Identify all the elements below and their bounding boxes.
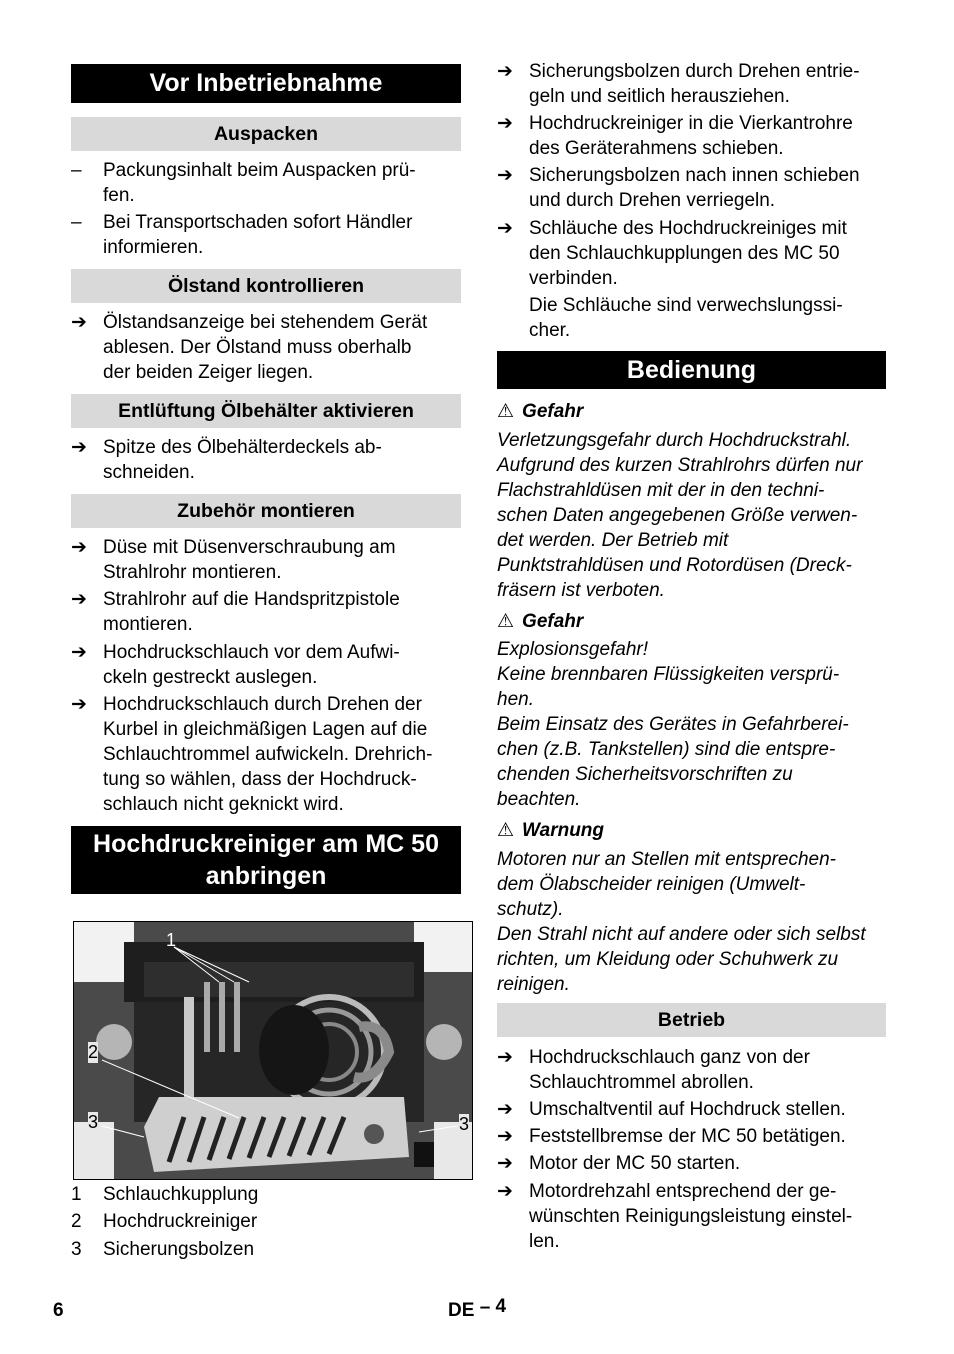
arrow-icon: ➔ (71, 537, 87, 558)
warnung-label: ⚠ Warnung (497, 820, 605, 841)
gefahr-label: ⚠ Gefahr (497, 401, 584, 422)
warning-icon: ⚠ (497, 820, 515, 841)
list-item: Schläuche des Hochdruckreiniges mit den Schlauchkupplungen des MC 50 verbinden. (529, 218, 847, 289)
figure-label-3-right: 3 (459, 1114, 470, 1134)
heading-zubehoer: Zubehör montieren (71, 494, 461, 528)
heading-betrieb: Betrieb (497, 1003, 886, 1037)
arrow-icon: ➔ (71, 312, 87, 333)
list-item: Spitze des Ölbehälterdeckels ab- schneiden. (103, 437, 382, 483)
list-item: Hochdruckschlauch vor dem Aufwi- ckeln gestreckt auslegen. (103, 642, 400, 688)
gefahr-label: ⚠ Gefahr (497, 611, 584, 632)
figure-label-2: 2 (88, 1042, 99, 1062)
list-item: Düse mit Düsenverschraubung am Strahlrohr montieren. (103, 537, 396, 583)
list-item: Hochdruckschlauch durch Drehen der Kurbel in gleichmäßigen Lagen auf die Schlauchtrommel aufwickeln. Drehrich- tung so wählen, dass der Hochdruck- schlauch nicht geknickt wird. (103, 694, 433, 815)
list-item: Sicherungsbolzen nach innen schieben und durch Drehen verriegeln. (529, 165, 860, 211)
note-text: Die Schläuche sind verwechslungssi- cher. (529, 295, 843, 341)
warning-icon: ⚠ (497, 611, 515, 632)
figure-mounting-photo (73, 921, 473, 1180)
warnung-text: Motoren nur an Stellen mit entsprechen- dem Ölabscheider reinigen (Umwelt- schutz). Den Strahl nicht auf andere oder sich selbst richten, um Kleidung oder Schuhwerk zu reinigen. (497, 849, 866, 995)
heading-entlueftung: Entlüftung Ölbehälter aktivieren (71, 394, 461, 428)
list-item: Feststellbremse der MC 50 betätigen. (529, 1126, 846, 1147)
list-item: Packungsinhalt beim Auspacken prü- fen. (103, 160, 416, 206)
heading-bedienung: Bedienung (497, 351, 886, 389)
list-item: Strahlrohr auf die Handspritzpistole montieren. (103, 589, 400, 635)
arrow-icon: ➔ (497, 61, 513, 82)
arrow-icon: ➔ (497, 165, 513, 186)
figure-label-1: 1 (166, 930, 177, 950)
list-item: Ölstandsanzeige bei stehendem Gerät ablesen. Der Ölstand muss oberhalb der beiden Zeiger liegen. (103, 312, 428, 383)
machine-illustration (74, 922, 472, 1179)
arrow-icon: ➔ (497, 1181, 513, 1202)
gefahr-text: Verletzungsgefahr durch Hochdruckstrahl. Aufgrund des kurzen Strahlrohrs dürfen nur Flachstrahldüsen mit der in den techni- schen Daten angegebenen Größe verwen- det werden. Der Betrieb mit Punktstrahldüsen und Rotordüsen (Dreck- fräsern ist verboten. (497, 430, 863, 601)
footer-lang: DE – 4 (448, 1296, 507, 1321)
figure-label-3-left: 3 (88, 1112, 99, 1132)
arrow-icon: ➔ (497, 218, 513, 239)
gefahr-text: Explosionsgefahr! Keine brennbaren Flüssigkeiten versprü- hen. Beim Einsatz des Gerätes in Gefahrberei- chen (z.B. Tankstellen) sind die entspre- chenden Sicherheitsvorschriften zu beachten. (497, 639, 849, 810)
list-item: Motor der MC 50 starten. (529, 1153, 741, 1174)
arrow-icon: ➔ (71, 694, 87, 715)
heading-auspacken: Auspacken (71, 117, 461, 151)
list-item: Hochdruckreiniger in die Vierkantrohre des Geräterahmens schieben. (529, 113, 853, 159)
warning-icon: ⚠ (497, 401, 515, 422)
arrow-icon: ➔ (497, 1126, 513, 1147)
heading-oelstand: Ölstand kontrollieren (71, 269, 461, 303)
arrow-icon: ➔ (497, 113, 513, 134)
arrow-icon: ➔ (497, 1153, 513, 1174)
list-item: Umschaltventil auf Hochdruck stellen. (529, 1099, 846, 1120)
dash-marker: – (71, 160, 82, 181)
heading-vor-inbetriebnahme: Vor Inbetriebnahme (71, 64, 461, 103)
arrow-icon: ➔ (71, 642, 87, 663)
arrow-icon: ➔ (71, 437, 87, 458)
list-item: Hochdruckschlauch ganz von der Schlauchtrommel abrollen. (529, 1047, 810, 1093)
page-number: 6 (53, 1300, 64, 1321)
dash-marker: – (71, 212, 82, 233)
arrow-icon: ➔ (497, 1099, 513, 1120)
heading-hochdruckreiniger-anbringen: Hochdruckreiniger am MC 50 anbringen (71, 826, 461, 894)
list-item: Bei Transportschaden sofort Händler informieren. (103, 212, 413, 258)
arrow-icon: ➔ (497, 1047, 513, 1068)
list-item: Sicherungsbolzen durch Drehen entrie- geln und seitlich herausziehen. (529, 61, 860, 107)
arrow-icon: ➔ (71, 589, 87, 610)
list-item: Motordrehzahl entsprechend der ge- wünschten Reinigungsleistung einstel- len. (529, 1181, 853, 1252)
